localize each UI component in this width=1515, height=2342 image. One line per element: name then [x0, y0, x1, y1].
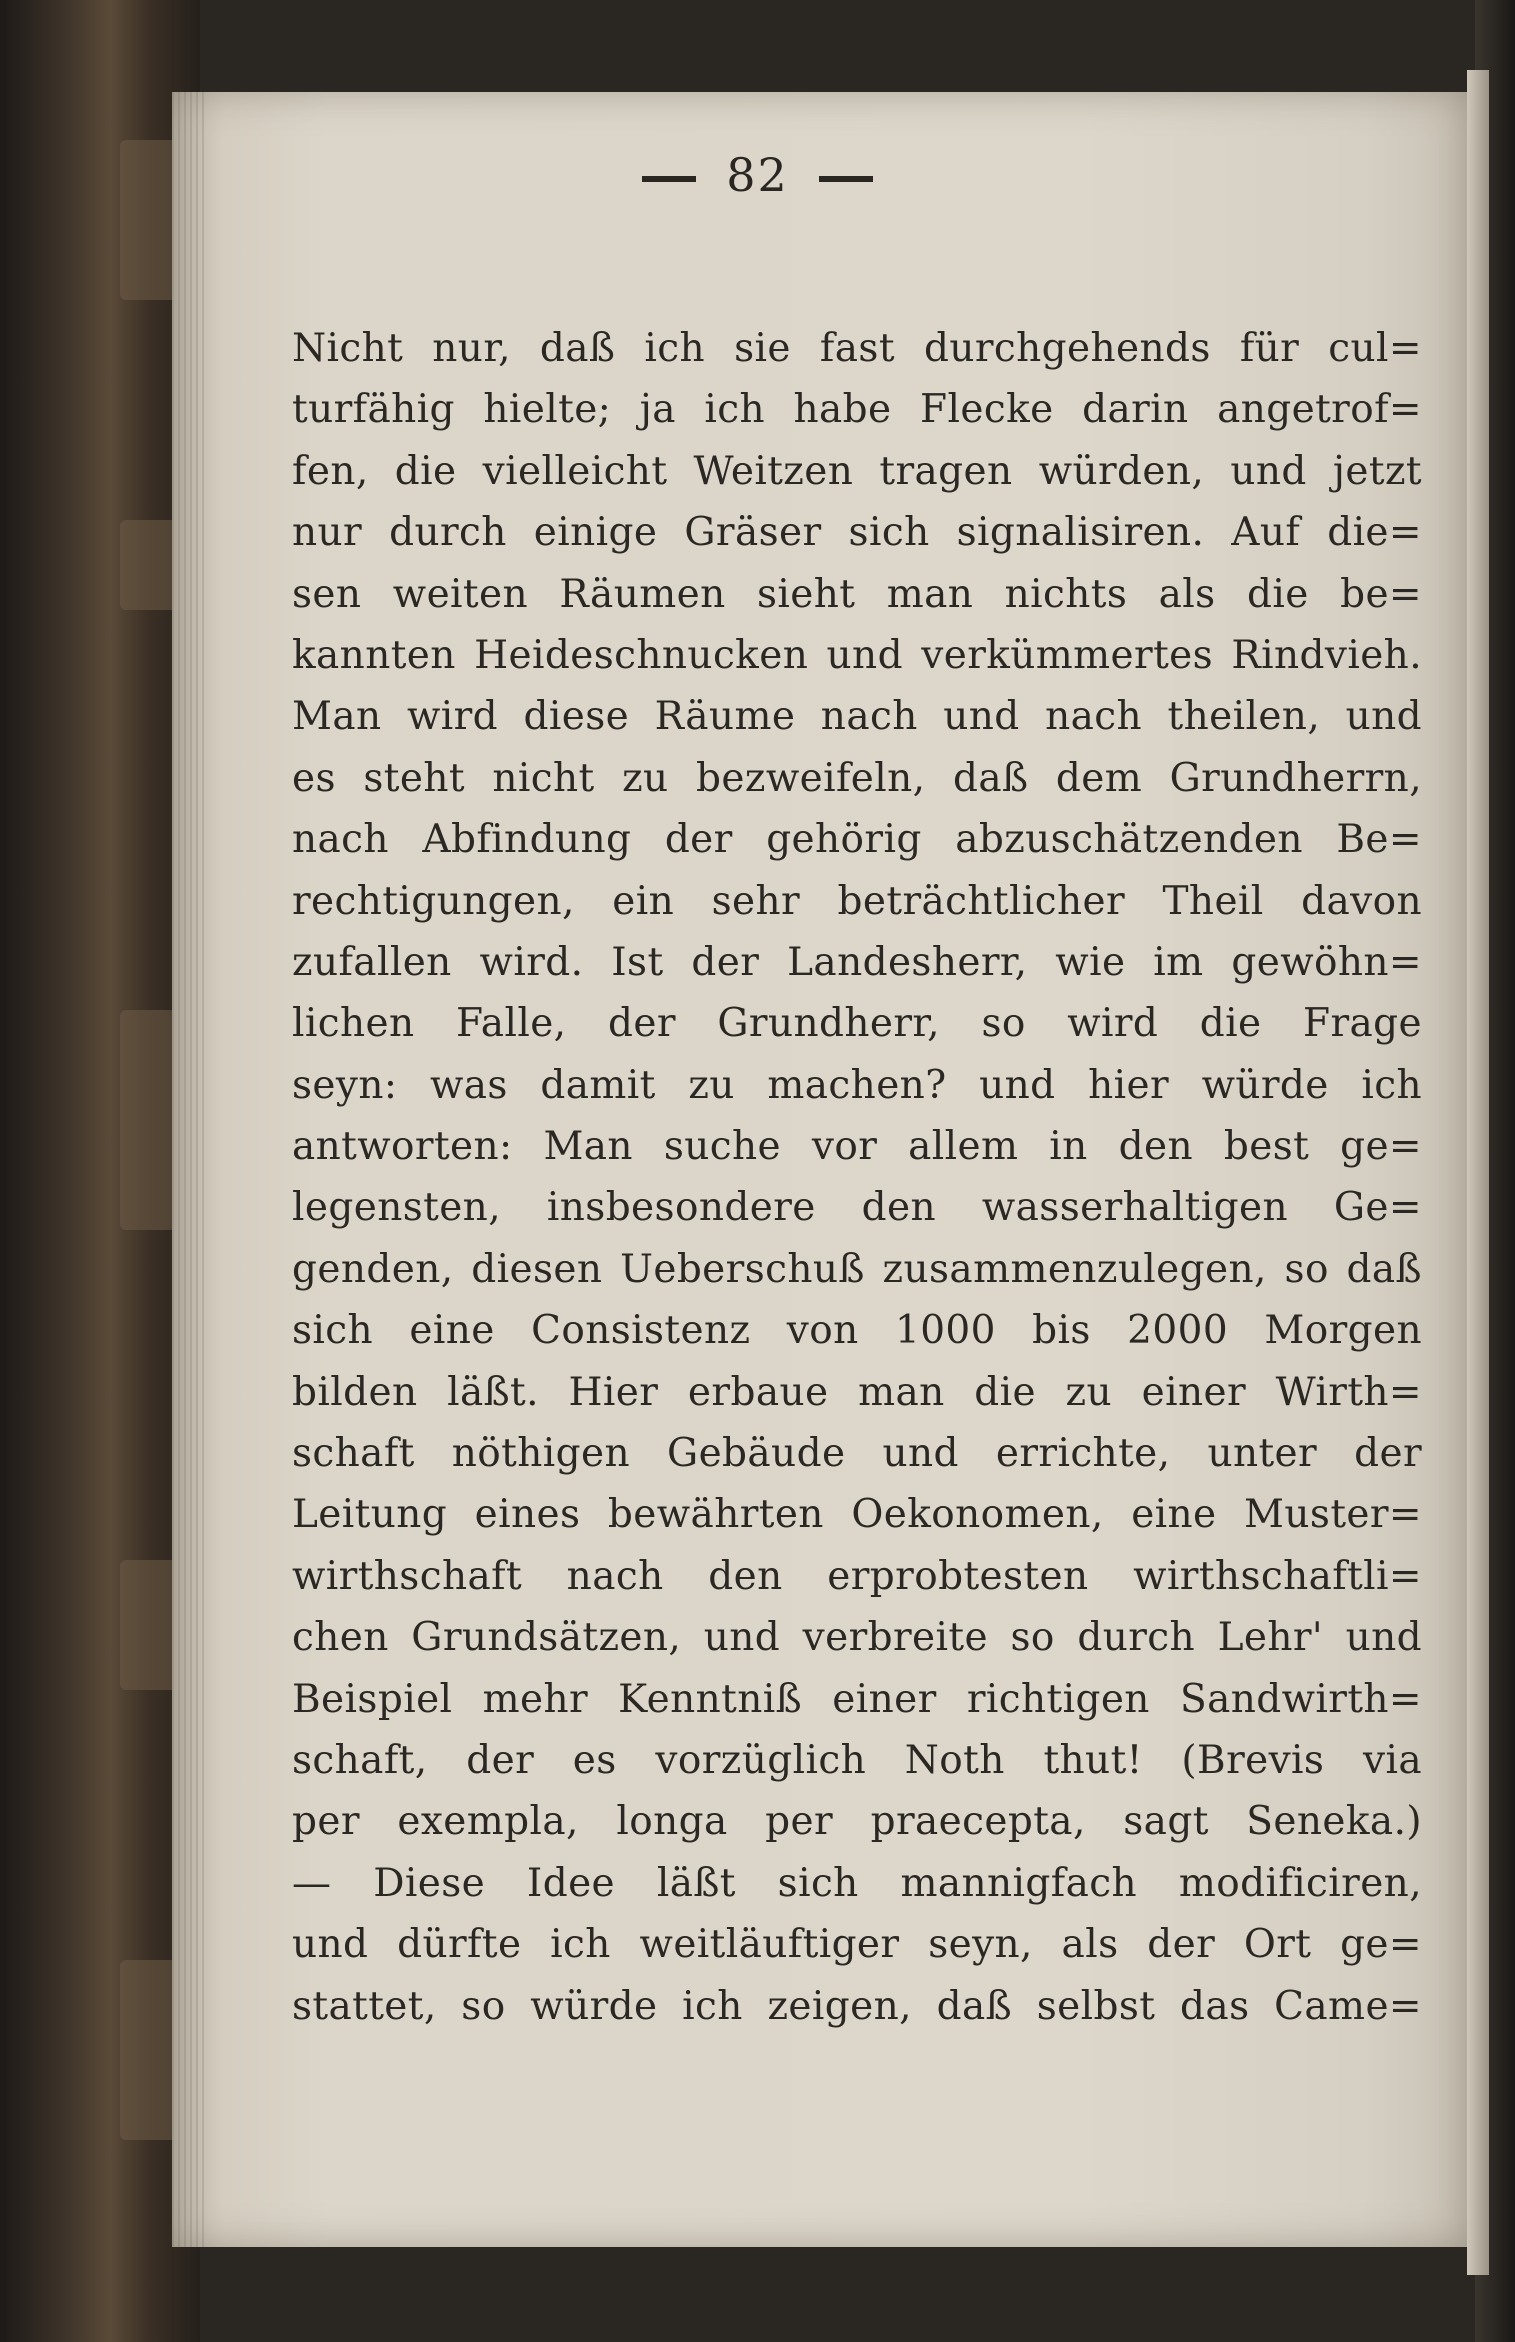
text-line: fen, die vielleicht Weitzen tragen würden, und jetzt — [292, 448, 1422, 494]
text-line: sen weiten Räumen sieht man nichts als die be= — [292, 571, 1422, 617]
text-line: antworten: Man suche vor allem in den best ge= — [292, 1124, 1422, 1170]
text-line: schaft, der es vorzüglich Noth thut! (Brevis via — [292, 1737, 1422, 1783]
text-line: stattet, so würde ich zeigen, daß selbst das Came= — [292, 1983, 1422, 2029]
text-line: rechtigungen, ein sehr beträchtlicher Theil davon — [292, 878, 1422, 924]
next-page-edge — [1467, 70, 1489, 2275]
text-line: legensten, insbesondere den wasserhaltigen Ge= — [292, 1185, 1422, 1231]
text-line: — Diese Idee läßt sich mannigfach modificiren, — [292, 1860, 1422, 1906]
text-line: sich eine Consistenz von 1000 bis 2000 Morgen — [292, 1308, 1422, 1354]
text-line: nach Abfindung der gehörig abzuschätzenden Be= — [292, 817, 1422, 863]
header-dash-right — [819, 176, 873, 182]
body-text — [292, 318, 1422, 2037]
text-line: kannten Heideschnucken und verkümmertes Rindvieh. — [292, 632, 1422, 678]
header-dash-left — [642, 176, 696, 182]
text-line: per exempla, longa per praecepta, sagt Seneka.) — [292, 1799, 1422, 1845]
page-gutter — [172, 92, 204, 2247]
text-line: Nicht nur, daß ich sie fast durchgehends für cul= — [292, 326, 1422, 371]
text-line: turfähig hielte; ja ich habe Flecke darin angetrof= — [292, 387, 1422, 433]
text-line: Beispiel mehr Kenntniß einer richtigen Sandwirth= — [292, 1676, 1422, 1722]
page-header — [0, 148, 1515, 202]
text-line: genden, diesen Ueberschuß zusammenzulegen, so daß — [292, 1246, 1422, 1292]
text-line: seyn: was damit zu machen? und hier würde ich — [292, 1062, 1422, 1108]
text-line: und dürfte ich weitläuftiger seyn, als der Ort ge= — [292, 1922, 1422, 1968]
text-line: es steht nicht zu bezweifeln, daß dem Grundherrn, — [292, 755, 1422, 801]
text-line: chen Grundsätzen, und verbreite so durch Lehr' und — [292, 1615, 1422, 1661]
text-line: zufallen wird. Ist der Landesherr, wie im gewöhn= — [292, 939, 1422, 985]
page-number: 82 — [726, 148, 789, 202]
text-line: nur durch einige Gräser sich signalisiren. Auf die= — [292, 510, 1422, 556]
text-line: Man wird diese Räume nach und nach theilen, und — [292, 694, 1422, 740]
text-line: Leitung eines bewährten Oekonomen, eine Muster= — [292, 1492, 1422, 1538]
text-line: wirthschaft nach den erprobtesten wirthschaftli= — [292, 1553, 1422, 1599]
text-line: lichen Falle, der Grundherr, so wird die Frage — [292, 1001, 1422, 1047]
text-line: bilden läßt. Hier erbaue man die zu einer Wirth= — [292, 1369, 1422, 1415]
text-line: schaft nöthigen Gebäude und errichte, unter der — [292, 1431, 1422, 1477]
